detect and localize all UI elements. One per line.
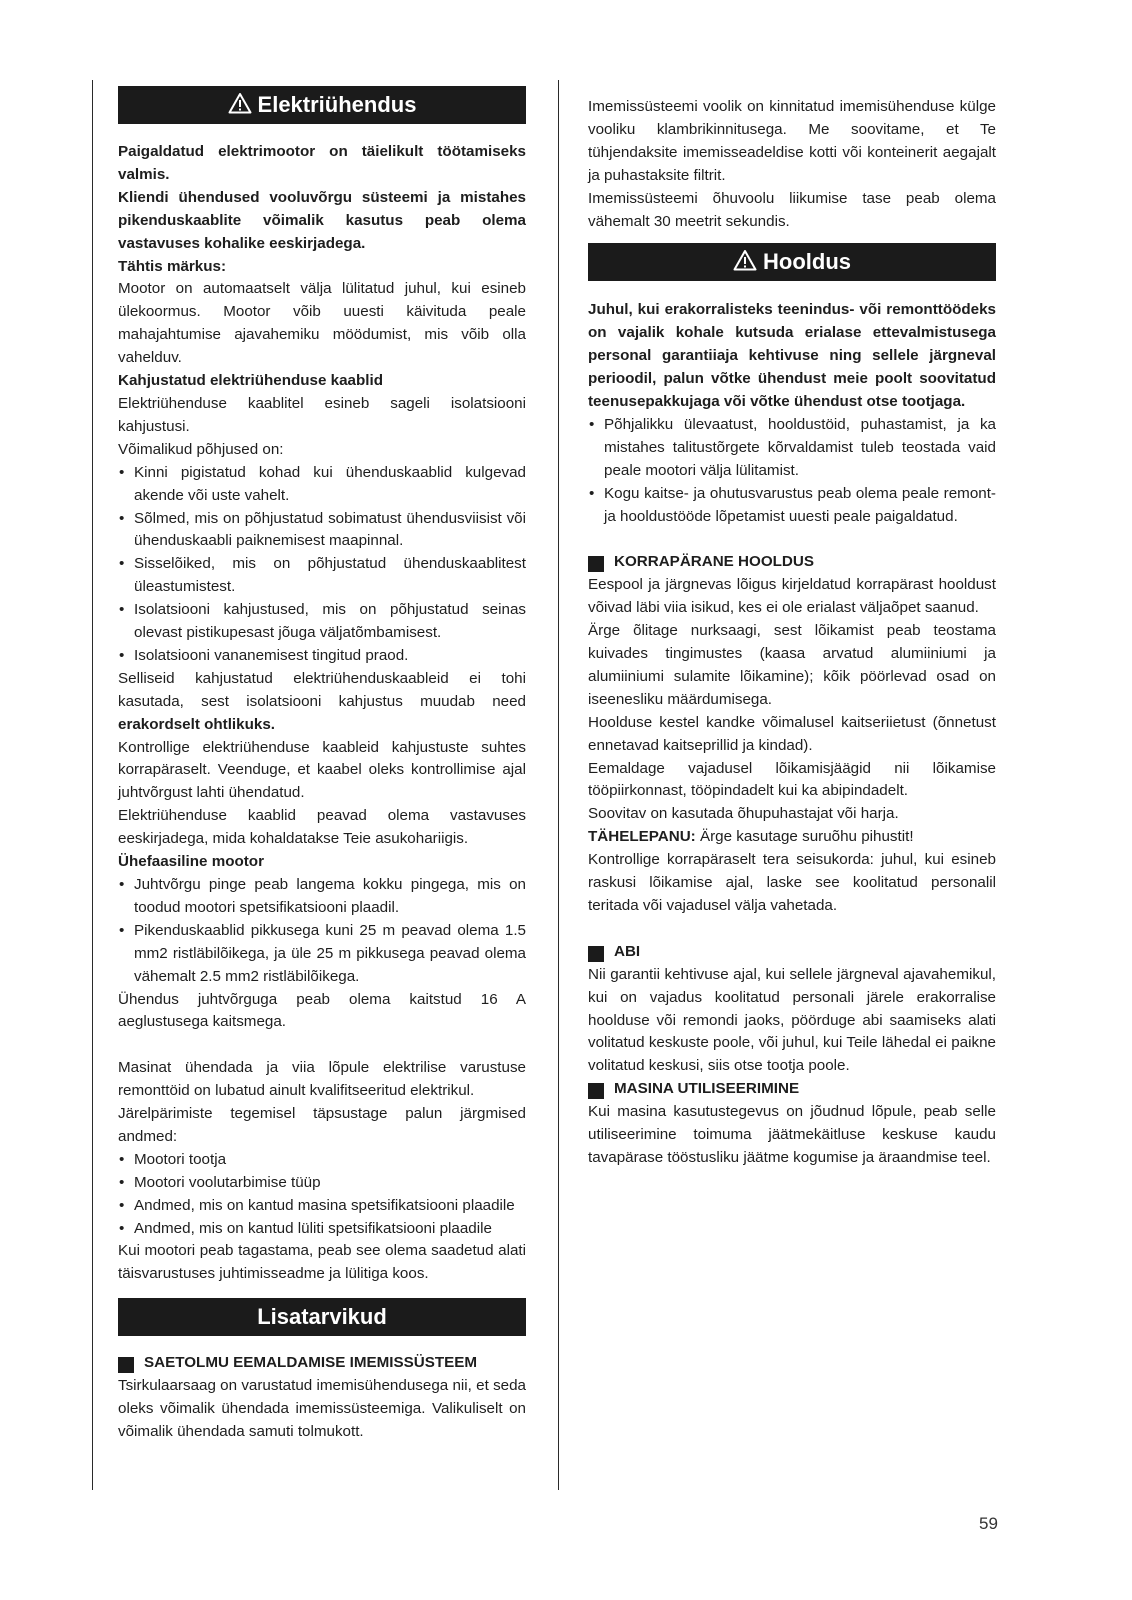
right-column <box>588 96 996 1170</box>
center-column-rule <box>558 80 559 1490</box>
regular-paragraph-5: Soovitav on kasutada õhupuhastajat või harja. <box>588 805 899 823</box>
repair-paragraph-3: Kui mootori peab tagastama, peab see olema saadetud alati täisvarustuses juhtimisseadme ja lülitiga koos. <box>118 1242 526 1283</box>
black-square-icon <box>588 1083 604 1099</box>
utilisation-paragraph: Kui masina kasutustegevus on jõudnud lõpule, peab selle utiliseerimine toimuma jäätmekäitluse keskuse kaudu tavapärase tööstusliku jäätme kogumise ja äraandmise teel. <box>588 1103 996 1166</box>
damaged-paragraph-2: Võimalikud põhjused on: <box>118 440 284 458</box>
banner-hooldus <box>588 243 996 281</box>
utilisation-title <box>588 1078 996 1101</box>
list-item: • Mootori tootja <box>118 1149 526 1172</box>
list-item: • Andmed, mis on kantud masina spetsifikatsiooni plaadile <box>118 1195 526 1218</box>
regular-paragraph-7: Kontrollige korrapäraselt tera seisukorda: juhul, kui esineb raskusi lõikamise ajal, laske see koolitatud personalil teritada või vajadusel välja vahetada. <box>588 851 996 914</box>
abi-paragraph: Nii garantii kehtivuse ajal, kui sellele järgneval ajavahemikul, kui on vajadus koolitatud personali järele erakorralise hoolduse või remondi jaoks, pöörduge abi saamiseks alati volitatud keskuste poole, või juhul, kui Teile lähedal ei paikne volitatud keskusi, siis otse tootja poole. <box>588 965 996 1075</box>
dust-paragraph-1: Tsirkulaarsaag on varustatud imemisühendusega nii, et seda oleks võimalik ühendada imemissüsteemiga. Valikuliselt on võimalik ühendada samuti tolmukott. <box>118 1377 526 1441</box>
dust-paragraph-2: Imemissüsteemi voolik on kinnitatud imemisühenduse külge vooliku klambrikinnitusega. Me soovitame, et Te tühjendaksite imemisseadeldise kotti või konteinerit aegajalt ja puhastaksite filtrit. <box>588 98 996 184</box>
damaged-causes-list <box>118 462 526 668</box>
dust-paragraph-3: Imemissüsteemi õhuvoolu liikumise tase peab olema vähemalt 30 meetrit sekundis. <box>588 189 996 230</box>
list-item: • Sisselõiked, mis on põhjustatud ühenduskaablitest üleastumistest. <box>118 553 526 599</box>
abi-title-text: ABI <box>614 942 641 960</box>
regular-paragraph-6 <box>588 826 996 849</box>
damaged-cables-title: Kahjustatud elektriühenduse kaablid <box>118 372 383 390</box>
left-column <box>118 86 526 1444</box>
left-margin-rule <box>92 80 93 1490</box>
utilisation-title-text: MASINA UTILISEERIMINE <box>614 1080 800 1098</box>
regular-paragraph-3: Hoolduse kestel kandke võimalusel kaitseriietust (õnnetust ennetavad kaitseprillid ja kindad). <box>588 713 996 754</box>
list-item: • Andmed, mis on kantud lüliti spetsifikatsiooni plaadile <box>118 1218 526 1241</box>
regular-paragraph-2: Ärge õlitage nurksaagi, sest lõikamist peab teostama kuivades tingimustes (kaasa arvatud alumiiniumi ja alumiiniumi sulamite lõikamine); kõik pöörlevad osad on iseenesliku määrdumisega. <box>588 622 996 708</box>
list-item: • Sõlmed, mis on põhjustatud sobimatust ühendusviisist või ühenduskaabli paiknemisest maapinnal. <box>118 508 526 554</box>
banner-title: Hooldus <box>763 249 851 275</box>
service-list <box>588 414 996 529</box>
list-item: • Kogu kaitse- ja ohutusvarustus peab olema peale remont- ja hooldustööde lõpetamist uuesti peale paigaldatud. <box>588 483 996 529</box>
damaged-paragraph-1: Elektriühenduse kaablitel esineb sageli isolatsiooni kahjustusi. <box>118 394 526 435</box>
dust-extraction-title <box>118 1352 526 1375</box>
regular-maintenance-title <box>588 551 996 574</box>
repair-data-list <box>118 1149 526 1241</box>
list-item: • Põhjalikku ülevaatust, hooldustöid, puhastamist, ja ka mistahes talitustõrgete kõrvaldamist tuleb teostada vaid peale mootori välja lülitamist. <box>588 414 996 483</box>
list-item: • Isolatsiooni kahjustused, mis on põhjustatud seinas olevast pistikupesast jõuga väljatõmbamisest. <box>118 599 526 645</box>
damaged-paragraph-3-bold: erakordselt ohtlikuks. <box>118 715 275 733</box>
list-item: • Isolatsiooni vananemisest tingitud praod. <box>118 645 526 668</box>
banner-lisatarvikud <box>118 1298 526 1336</box>
regular-paragraph-4: Eemaldage vajadusel lõikamisjäägid nii lõikamise tööpiirkonnast, tööpindadelt kui ka abipindadelt. <box>588 759 996 800</box>
black-square-icon <box>588 946 604 962</box>
intro-paragraph-1: Paigaldatud elektrimootor on täielikult töötamiseks valmis. <box>118 143 526 183</box>
damaged-paragraph-4: Kontrollige elektriühenduse kaableid kahjustuste suhtes korrapäraselt. Veenduge, et kaabel oleks kontrollimise ajal juhtvõrgust lahti ühendatud. <box>118 738 526 802</box>
abi-title <box>588 941 996 964</box>
black-square-icon <box>588 556 604 572</box>
note-text: Mootor on automaatselt välja lülitatud juhul, kui esineb ülekoormus. Mootor võib uuesti käivituda peale mahajahtumise ajavahemiku möödumist, mis võib olla vahelduv. <box>118 280 526 367</box>
list-item: • Pikenduskaablid pikkusega kuni 25 m peavad olema 1.5 mm2 ristläbilõikega, ja üle 25 m pikkusega peavad olema vähemalt 2.5 mm2 ristläbilõikega. <box>118 920 526 989</box>
damaged-paragraph-3-text: Selliseid kahjustatud elektriühenduskaableid ei tohi kasutada, sest isolatsiooni kahjustus muudab need <box>118 669 526 710</box>
regular-maintenance-title-text: KORRAPÄRANE HOOLDUS <box>614 553 814 571</box>
damaged-paragraph-3 <box>118 668 526 737</box>
single-phase-title: Ühefaasiline mootor <box>118 853 264 871</box>
service-bold-paragraph: Juhul, kui erakorralisteks teenindus- või remonttöödeks on vajalik kohale kutsuda erialase ettevalmistusega personal garantiiaja kehtivuse ning sellele järgneval perioodil, palun võtke ühendust meie poolt soovitatud teenusepakkujaga või võtke ühendust otse tootjaga. <box>588 301 996 411</box>
list-item: • Kinni pigistatud kohad kui ühenduskaablid kulgevad akende või uste vahelt. <box>118 462 526 508</box>
single-phase-list <box>118 874 526 989</box>
regular-paragraph-1: Eespool ja järgnevas lõigus kirjeldatud korrapärast hooldust võivad läbi viia isikud, kes ei ole erialast väljaõpet saanud. <box>588 576 996 617</box>
damaged-paragraph-5: Elektriühenduse kaablid peavad olema vastavuses eeskirjadega, mida kohaldatakse Teie asukohariigis. <box>118 807 526 848</box>
list-item: • Mootori voolutarbimise tüüp <box>118 1172 526 1195</box>
list-item: • Juhtvõrgu pinge peab langema kokku pingega, mis on toodud mootori spetsifikatsiooni plaadil. <box>118 874 526 920</box>
intro-paragraph-2: Kliendi ühendused vooluvõrgu süsteemi ja mistahes pikenduskaablite võimalik kasutus peab olema vastavuses kohalike eeskirjadega. <box>118 188 526 252</box>
banner-elektriuhendus <box>118 86 526 124</box>
note-title: Tähtis märkus: <box>118 257 227 275</box>
dust-extraction-title-text: SAETOLMU EEMALDAMISE IMEMISSÜSTEEM <box>144 1354 478 1372</box>
repair-paragraph-1: Masinat ühendada ja viia lõpule elektrilise varustuse remonttöid on lubatud ainult kvalifitseeritud elektrikul. <box>118 1059 526 1100</box>
warning-triangle-icon <box>733 249 757 271</box>
repair-paragraph-2: Järelpärimiste tegemisel täpsustage palun järgmised andmed: <box>118 1105 526 1145</box>
banner-title: Lisatarvikud <box>257 1304 387 1330</box>
attention-text: Ärge kasutage suruõhu pihustit! <box>695 828 914 846</box>
warning-triangle-icon <box>228 92 252 114</box>
single-phase-paragraph: Ühendus juhtvõrguga peab olema kaitstud 16 A aeglustusega kaitsmega. <box>118 990 526 1031</box>
banner-title: Elektriühendus <box>257 92 417 117</box>
page-number: 59 <box>979 1514 998 1533</box>
attention-label: TÄHELEPANU: <box>588 828 696 846</box>
black-square-icon <box>118 1357 134 1373</box>
